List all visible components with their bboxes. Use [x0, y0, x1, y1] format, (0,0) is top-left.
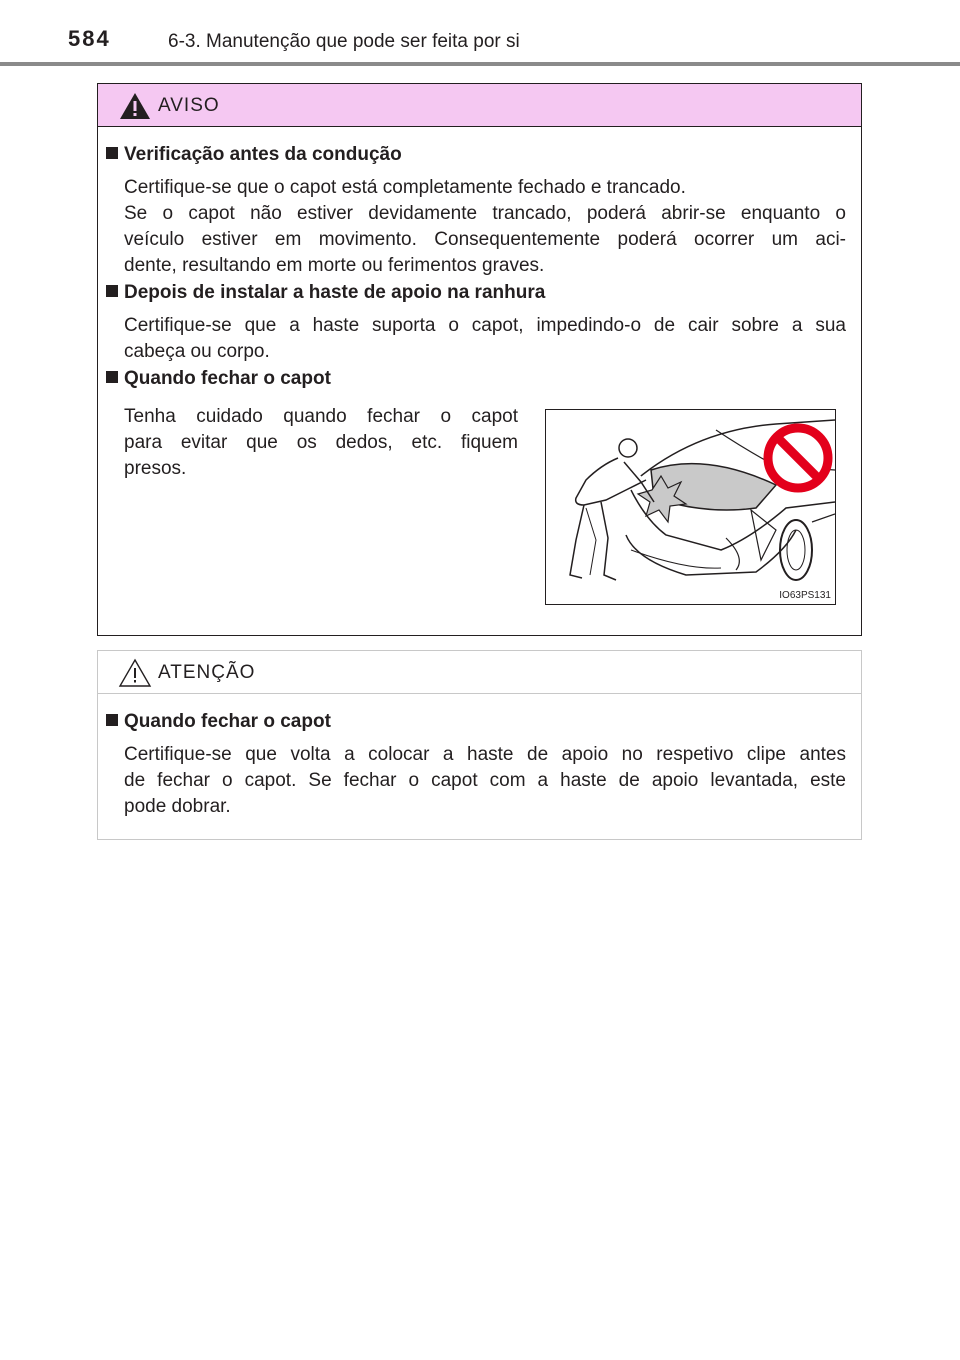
bullet-square-icon [106, 371, 118, 383]
bullet-square-icon [106, 147, 118, 159]
text-line: veículo estiver em movimento. Consequentemente poderá ocorrer um aci- [124, 229, 846, 250]
warning-item-1-title: Verificação antes da condução [106, 144, 402, 166]
caution-box [97, 650, 862, 840]
text-line: para evitar que os dedos, etc. fiquem [124, 432, 518, 453]
warning-triangle-icon [118, 91, 152, 121]
page-number: 584 [68, 26, 111, 51]
warning-box [97, 83, 862, 636]
bullet-square-icon [106, 714, 118, 726]
text-line: Certifique-se que a haste suporta o capot, impedindo-o de cair sobre a sua [124, 315, 846, 336]
warning-title: AVISO [158, 95, 220, 116]
page-header [0, 0, 960, 70]
warning-item-1-text [124, 175, 846, 279]
person-closing-hood-image [546, 410, 835, 604]
header-rule [0, 62, 960, 66]
warning-item-3-title: Quando fechar o capot [106, 368, 331, 390]
text-line: Se o capot não estiver devidamente trancado, poderá abrir-se enquanto o [124, 203, 846, 224]
text-line: Tenha cuidado quando fechar o capot [124, 406, 518, 427]
warning-item-2-title: Depois de instalar a haste de apoio na ranhura [106, 282, 545, 304]
text-line: pode dobrar. [124, 796, 231, 817]
text-line: Certifique-se que volta a colocar a haste de apoio no respetivo clipe antes [124, 744, 846, 765]
caution-header [98, 651, 861, 694]
text-line: de fechar o capot. Se fechar o capot com a haste de apoio levantada, este [124, 770, 846, 791]
text-line: Certifique-se que o capot está completamente fechado e trancado. [124, 177, 686, 198]
warning-header [98, 84, 861, 127]
warning-item-3-text [124, 404, 518, 482]
section-title: 6-3. Manutenção que pode ser feita por si [168, 31, 520, 52]
text-line: presos. [124, 458, 187, 479]
text-line: dente, resultando em morte ou ferimentos graves. [124, 255, 545, 276]
caution-triangle-icon [118, 658, 152, 688]
caution-title: ATENÇÃO [158, 662, 256, 683]
caution-item-1-title: Quando fechar o capot [106, 711, 331, 733]
hood-closing-illustration [545, 409, 836, 605]
caution-item-1-text [124, 742, 846, 820]
text-line: cabeça ou corpo. [124, 341, 270, 362]
bullet-square-icon [106, 285, 118, 297]
illustration-code: IO63PS131 [779, 590, 831, 601]
warning-item-2-text [124, 313, 846, 365]
